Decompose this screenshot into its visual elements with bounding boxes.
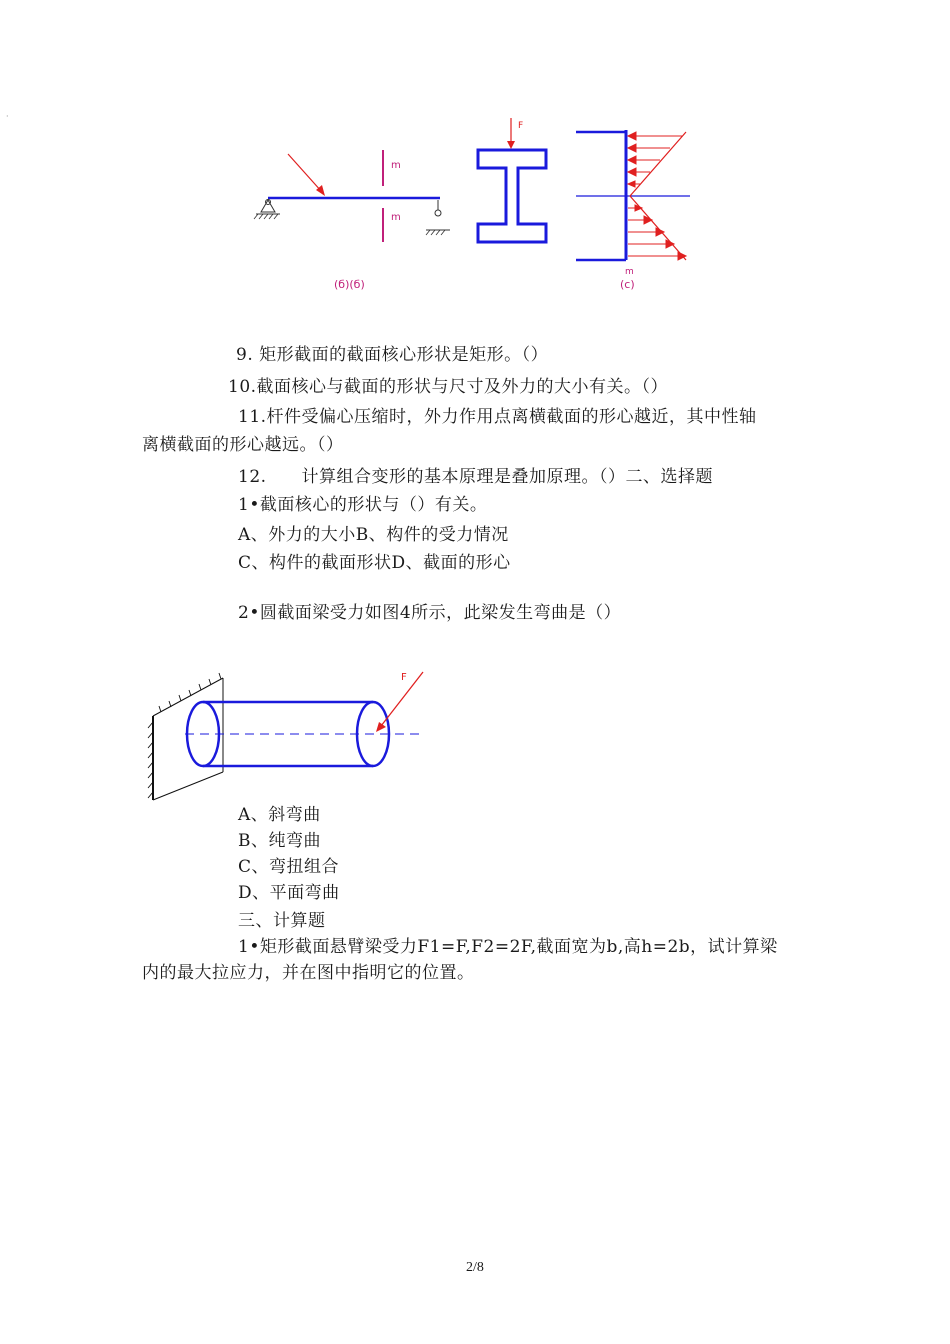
label-m-bottom: m — [391, 212, 401, 223]
choice-question-1: 1•截面核心的形状与（）有关。 — [238, 495, 488, 515]
option-d: D、平面弯曲 — [238, 883, 340, 903]
label-F-top: F — [518, 121, 524, 131]
cylinder-beam — [185, 672, 425, 766]
question-10: 10.截面核心与截面的形状与尺寸及外力的大小有关。（） — [228, 377, 669, 397]
page-number: 2/8 — [466, 1260, 484, 1275]
i-section-diagram — [478, 118, 546, 242]
choice-question-2: 2•圆截面梁受力如图4所示，此梁发生弯曲是（） — [238, 603, 622, 623]
question-9: 9. 矩形截面的截面核心形状是矩形。（） — [236, 345, 549, 365]
choice-1-options-cd: C、构件的截面形状D、截面的形心 — [238, 553, 511, 573]
question-11-line-1: 11.杆件受偏心压缩时，外力作用点离横截面的形心越近，其中性轴 — [238, 407, 757, 427]
figure-2 — [145, 660, 445, 810]
stray-mark: · — [6, 112, 9, 121]
stress-distribution-diagram — [576, 130, 690, 260]
section-3-heading: 三、计算题 — [238, 911, 326, 931]
caption-ab: (б)(б) — [334, 278, 365, 291]
label-m-top: m — [391, 160, 401, 171]
beam-diagram — [254, 150, 450, 242]
question-12: 12. 计算组合变形的基本原理是叠加原理。（）二、选择题 — [238, 467, 714, 487]
choice-1-options-ab: A、外力的大小B、构件的受力情况 — [238, 525, 509, 545]
question-11-line-2: 离横截面的形心越远。（） — [142, 435, 344, 455]
problem-1-line-2: 内的最大拉应力，并在图中指明它的位置。 — [142, 963, 475, 983]
figure-1 — [250, 110, 710, 300]
option-b: B、纯弯曲 — [238, 831, 321, 851]
option-c: C、弯扭组合 — [238, 857, 340, 877]
label-F-fig2: F — [401, 672, 407, 683]
caption-c: (c) — [620, 278, 635, 291]
option-a: A、斜弯曲 — [238, 805, 321, 825]
label-m-c: m — [625, 267, 634, 277]
problem-1-line-1: 1•矩形截面悬臂梁受力F1=F,F2=2F,截面宽为b,高h=2b，试计算梁 — [238, 937, 778, 957]
